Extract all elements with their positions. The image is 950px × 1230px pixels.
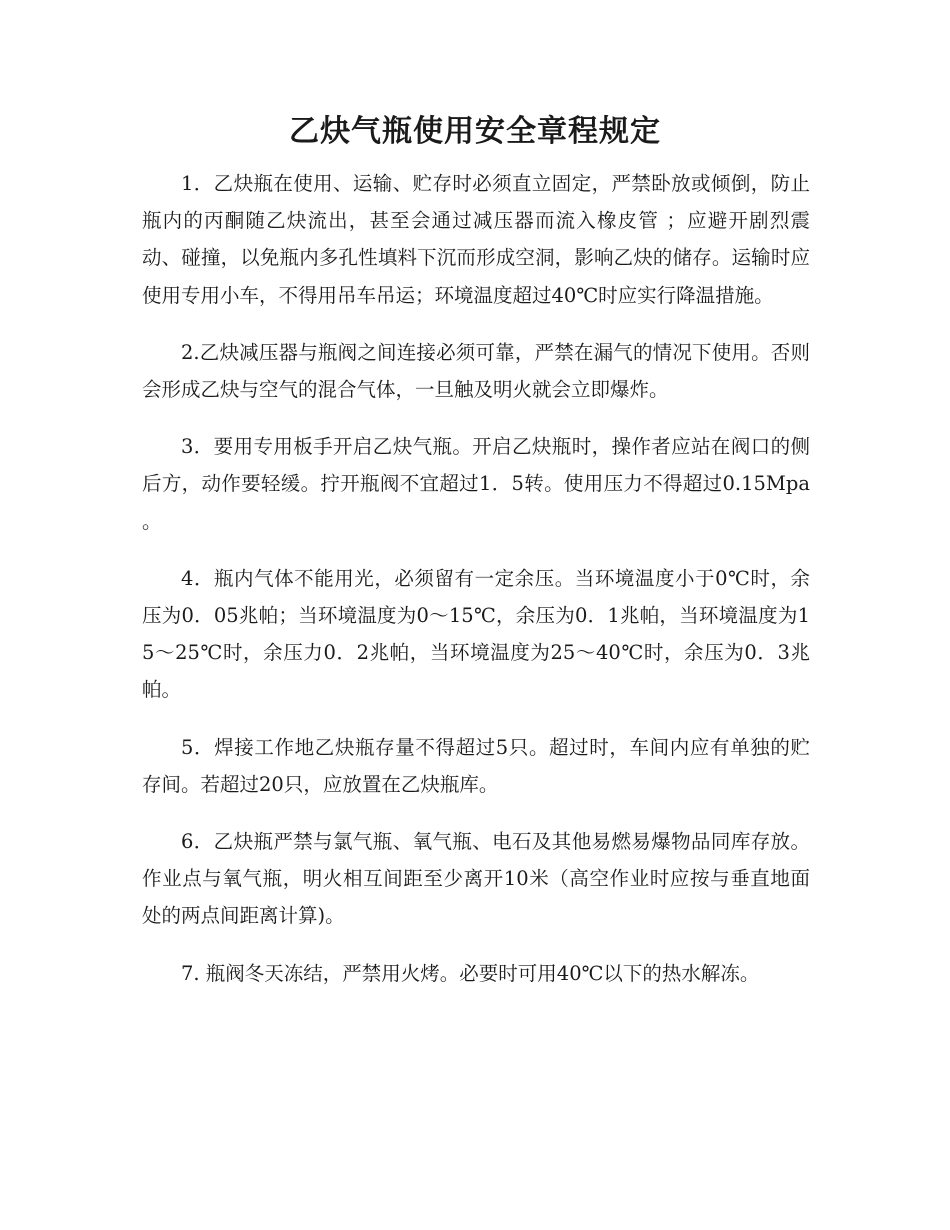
paragraph-7: 7. 瓶阀冬天冻结，严禁用火烤。必要时可用40℃以下的热水解冻。 [181, 961, 760, 985]
document-title: 乙炔气瓶使用安全章程规定 [289, 114, 661, 149]
paragraph-6: 6．乙炔瓶严禁与氯气瓶、氧气瓶、电石及其他易燃易爆物品同库存放。作业点与氧气瓶，明火相互间距至少离开10米（高空作业时应按与垂直地面处的两点间距离计算)。 [142, 830, 810, 928]
paragraph-1: 1．乙炔瓶在使用、运输、贮存时必须直立固定，严禁卧放或倾倒，防止瓶内的丙酮随乙炔流出，甚至会通过减压器而流入橡皮管 ；应避开剧烈震动、碰撞，以免瓶内多孔性填料下沉而形成空洞，影响乙炔的储存。运输时应使用专用小车，不得用吊车吊运；环境温度超过40℃时应实行降温措施。 [142, 172, 810, 307]
paragraph-3: 3．要用专用板手开启乙炔气瓶。开启乙炔瓶时，操作者应站在阀口的侧后方，动作要轻缓。拧开瓶阀不宜超过1．5转。使用压力不得超过0.15Mpa 。 [142, 435, 810, 533]
paragraph-2: 2.乙炔减压器与瓶阀之间连接必须可靠，严禁在漏气的情况下使用。否则会形成乙炔与空气的混合气体，一旦触及明火就会立即爆炸。 [142, 340, 810, 402]
document-body [142, 165, 810, 1012]
paragraph-4: 4．瓶内气体不能用光，必须留有一定余压。当环境温度小于0℃时，余压为0．05兆帕；当环境温度为0～15℃，余压为0．1兆帕，当环境温度为15～25℃时，余压力0．2兆帕，当环境温度为25～40℃时，余压为0．3兆帕。 [142, 566, 810, 702]
paragraph-5: 5．焊接工作地乙炔瓶存量不得超过5只。超过时，车间内应有单独的贮存间。若超过20只，应放置在乙炔瓶库。 [142, 735, 810, 796]
